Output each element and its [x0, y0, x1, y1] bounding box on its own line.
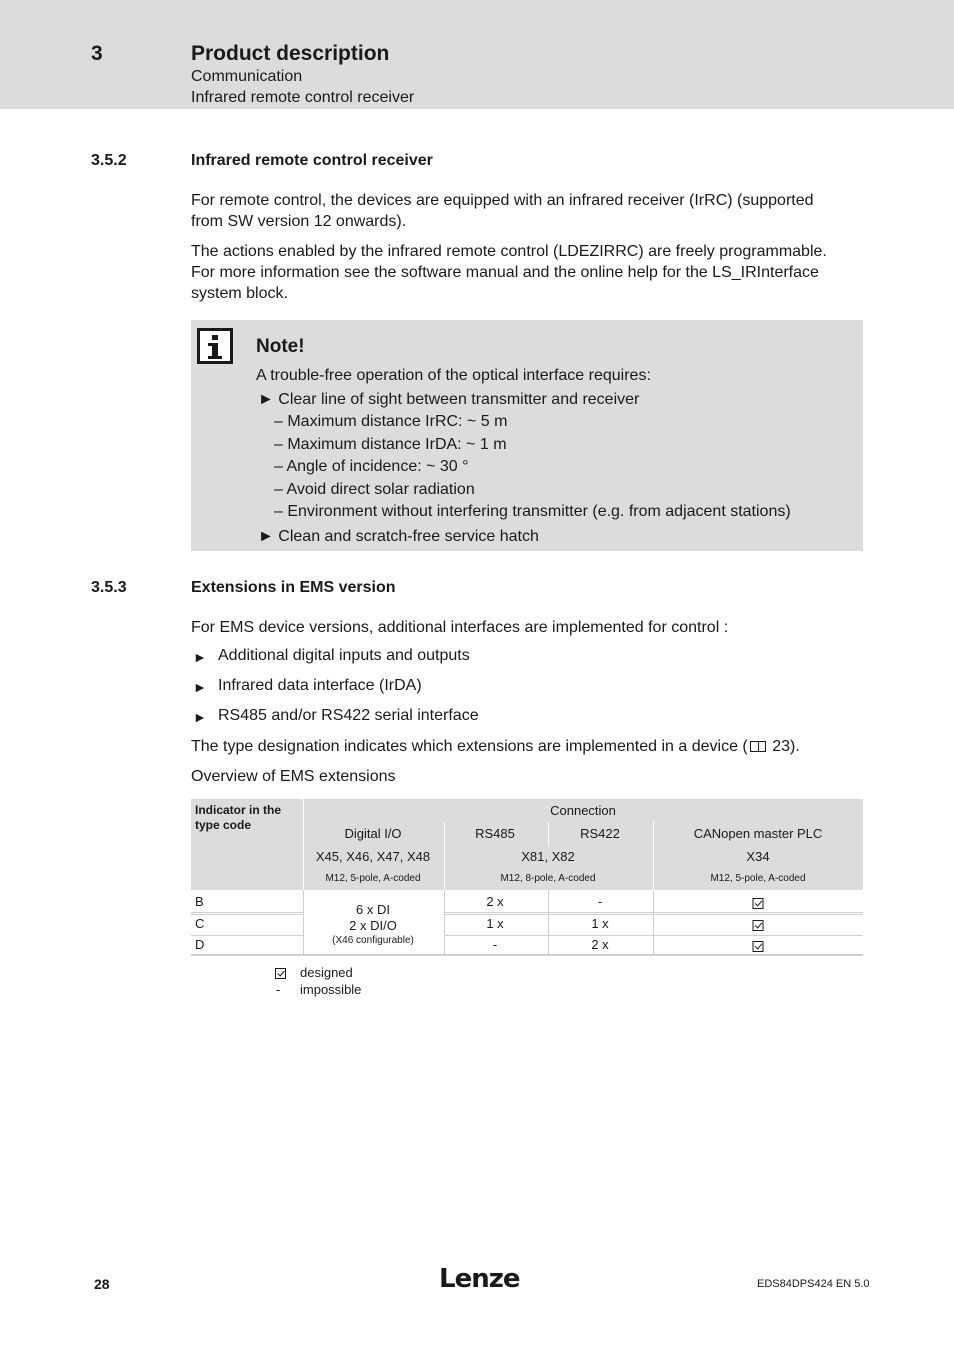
table-digital-value-di: 6 x DI [356, 902, 390, 917]
table-cell-rs485: 2 x [486, 894, 504, 909]
table-row-line [191, 914, 303, 915]
note-item-service-hatch: ► Clean and scratch-free service hatch [258, 528, 539, 545]
header-subtitle-receiver: Infrared remote control receiver [191, 89, 415, 106]
note-subitem-environment: – Environment without interfering transmitter (e.g. from adjacent stations) [274, 503, 791, 520]
legend-dash: - [276, 982, 281, 997]
section-353-intro: For EMS device versions, additional interfaces are implemented for control : [191, 619, 729, 636]
note-subitem-distance-irda: – Maximum distance IrDA: ~ 1 m [274, 436, 507, 453]
section-353-number: 3.5.3 [91, 579, 127, 596]
table-connector-digital: M12, 5-pole, A-coded [325, 873, 421, 884]
table-divider [303, 890, 304, 956]
table-ports-serial: X81, X82 [521, 849, 575, 864]
section-353-title: Extensions in EMS version [191, 579, 396, 596]
overview-caption: Overview of EMS extensions [191, 768, 396, 785]
bullet-serial: RS485 and/or RS422 serial interface [218, 707, 479, 724]
table-divider [444, 890, 445, 956]
table-row-indicator: B [195, 894, 204, 909]
bullet-marker: ► [193, 709, 207, 725]
table-row-line [445, 912, 863, 913]
table-divider [548, 890, 549, 956]
table-header-rs422: RS422 [580, 826, 620, 841]
section-352-paragraph-2 [191, 241, 866, 304]
legend-impossible: impossible [300, 982, 362, 997]
info-icon [197, 328, 233, 364]
note-subitem-solar: – Avoid direct solar radiation [274, 481, 475, 498]
type-designation-text [191, 736, 866, 757]
table-connector-serial: M12, 8-pole, A-coded [500, 873, 596, 884]
bullet-marker: ► [193, 649, 207, 665]
header-subtitle-communication: Communication [191, 68, 303, 85]
page-number: 28 [94, 1276, 110, 1292]
table-connector-canopen: M12, 5-pole, A-coded [710, 873, 806, 884]
table-ports-digital: X45, X46, X47, X48 [315, 849, 431, 864]
table-divider [653, 890, 654, 956]
checkbox-checked-icon [753, 917, 764, 932]
paragraph-line: For remote control, the devices are equipped with an infrared receiver (IrRC) (supported [191, 192, 814, 209]
note-subitem-angle: – Angle of incidence: ~ 30 ° [274, 458, 469, 475]
section-352-title: Infrared remote control receiver [191, 152, 433, 169]
book-icon [750, 741, 766, 752]
table-cell-rs422: 1 x [591, 916, 609, 931]
legend-checkbox-icon [275, 965, 286, 980]
chapter-title: Product description [191, 42, 390, 65]
legend-designed: designed [300, 965, 353, 980]
header-band [0, 0, 954, 109]
table-header-canopen: CANopen master PLC [693, 826, 823, 841]
table-row-line [445, 935, 863, 936]
table-row-indicator: D [195, 937, 205, 952]
lenze-logo: Lenze [439, 1264, 520, 1294]
table-digital-note: (X46 configurable) [332, 935, 414, 946]
note-subitem-distance-irrc: – Maximum distance IrRC: ~ 5 m [274, 413, 508, 430]
bullet-irda: Infrared data interface (IrDA) [218, 677, 422, 694]
chapter-number: 3 [91, 42, 103, 65]
note-item-line-of-sight: ► Clear line of sight between transmitter and receiver [258, 391, 640, 408]
table-header-indicator: Indicator in the type code [195, 803, 282, 832]
checkbox-checked-icon [753, 895, 764, 910]
table-cell-rs422: 2 x [591, 937, 609, 952]
note-title: Note! [256, 336, 305, 357]
table-header-connection: Connection [550, 803, 616, 818]
table-cell-rs485: - [492, 937, 498, 952]
document-reference: EDS84DPS424 EN 5.0 [757, 1278, 870, 1290]
table-row-line [445, 914, 863, 915]
table-divider [548, 822, 549, 845]
paragraph-line: system block. [191, 285, 288, 302]
note-intro: A trouble-free operation of the optical interface requires: [256, 367, 651, 384]
checkbox-checked-icon [753, 938, 764, 953]
type-designation-text-part: The type designation indicates which extensions are implemented in a device ( [191, 738, 748, 755]
table-ports-canopen: X34 [746, 849, 770, 864]
table-digital-value-dio: 2 x DI/O [349, 918, 397, 933]
table-row-indicator: C [195, 916, 205, 931]
section-352-paragraph-1 [191, 190, 866, 232]
paragraph-line: The actions enabled by the infrared remote control (LDEZIRRC) are freely programmable. [191, 243, 827, 260]
table-header-digital-io: Digital I/O [344, 826, 402, 841]
table-bottom-line [191, 954, 863, 956]
section-352-number: 3.5.2 [91, 152, 127, 169]
bullet-digital-io: Additional digital inputs and outputs [218, 647, 470, 664]
paragraph-line: For more information see the software manual and the online help for the LS_IRInterface [191, 264, 819, 281]
table-cell-rs485: 1 x [486, 916, 504, 931]
table-row-line [191, 935, 303, 936]
paragraph-line: from SW version 12 onwards). [191, 213, 407, 230]
bullet-marker: ► [193, 679, 207, 695]
page-reference: 23). [772, 738, 800, 755]
table-header-rs485: RS485 [475, 826, 515, 841]
table-row-line [191, 912, 303, 913]
table-cell-rs422: - [597, 894, 603, 909]
